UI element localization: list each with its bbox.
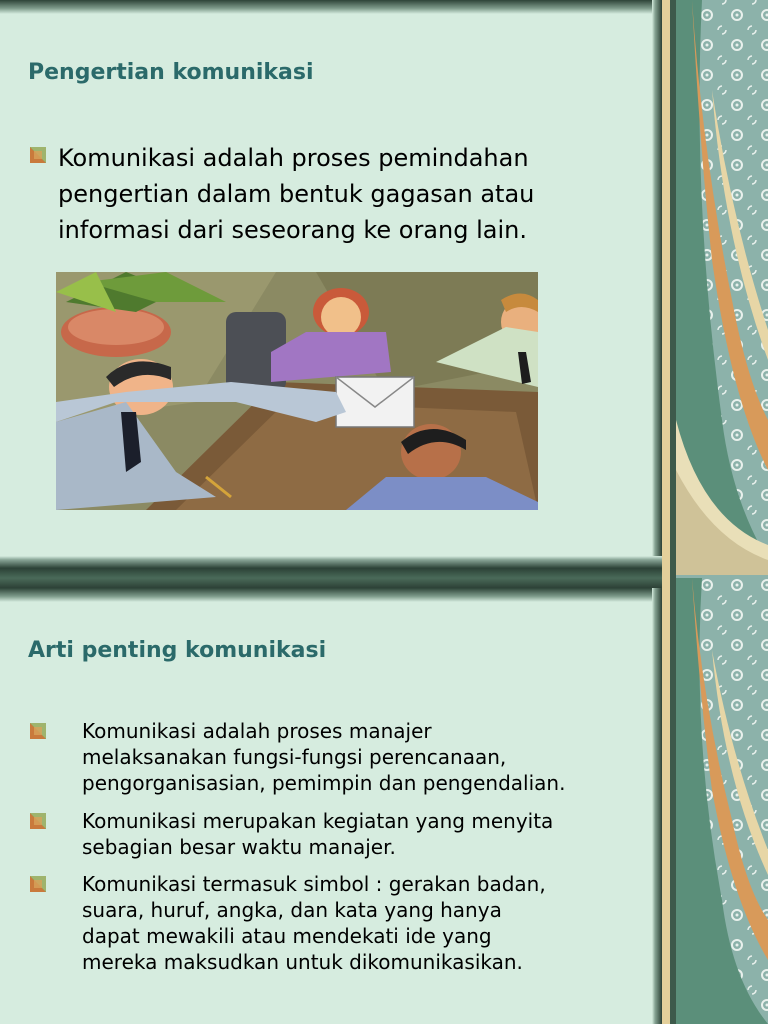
slide-frame-top	[0, 0, 662, 14]
slide-1-title: Pengertian komunikasi	[28, 60, 314, 85]
slide-frame-right	[652, 588, 662, 1024]
bullet-square-icon	[30, 876, 46, 892]
slide-frame-bottom	[0, 556, 662, 568]
list-item-text: Komunikasi termasuk simbol : gerakan badan, suara, huruf, angka, dan kata yang hanya dapat mewakili atau mendekati ide yang mereka maksudkan untuk dikomunikasikan.	[82, 872, 546, 974]
list-item-text: Komunikasi adalah proses manajer melaksanakan fungsi-fungsi perencanaan, pengorganisasian, pemimpin dan pengendalian.	[82, 719, 566, 795]
business-meeting-clipart	[56, 272, 538, 510]
slide-2-title: Arti penting komunikasi	[28, 638, 327, 663]
list-item	[30, 808, 553, 860]
bullet-square-icon	[30, 723, 46, 739]
list-item	[30, 718, 565, 796]
bullet-square-icon	[30, 813, 46, 829]
slide-1-bullet	[30, 140, 534, 248]
bullet-square-icon	[30, 147, 46, 163]
slide-divider	[0, 568, 662, 588]
slide-1	[0, 0, 662, 568]
slide-frame-right	[652, 0, 662, 568]
slide-2	[0, 588, 662, 1024]
slide-1-bullet-text: Komunikasi adalah proses pemindahan pengertian dalam bentuk gagasan atau informasi dari seseorang ke orang lain.	[58, 144, 535, 244]
slide-frame-top	[0, 588, 662, 602]
list-item	[30, 871, 546, 975]
list-item-text: Komunikasi merupakan kegiatan yang menyita sebagian besar waktu manajer.	[82, 809, 554, 859]
decorative-curtain	[662, 0, 768, 1024]
